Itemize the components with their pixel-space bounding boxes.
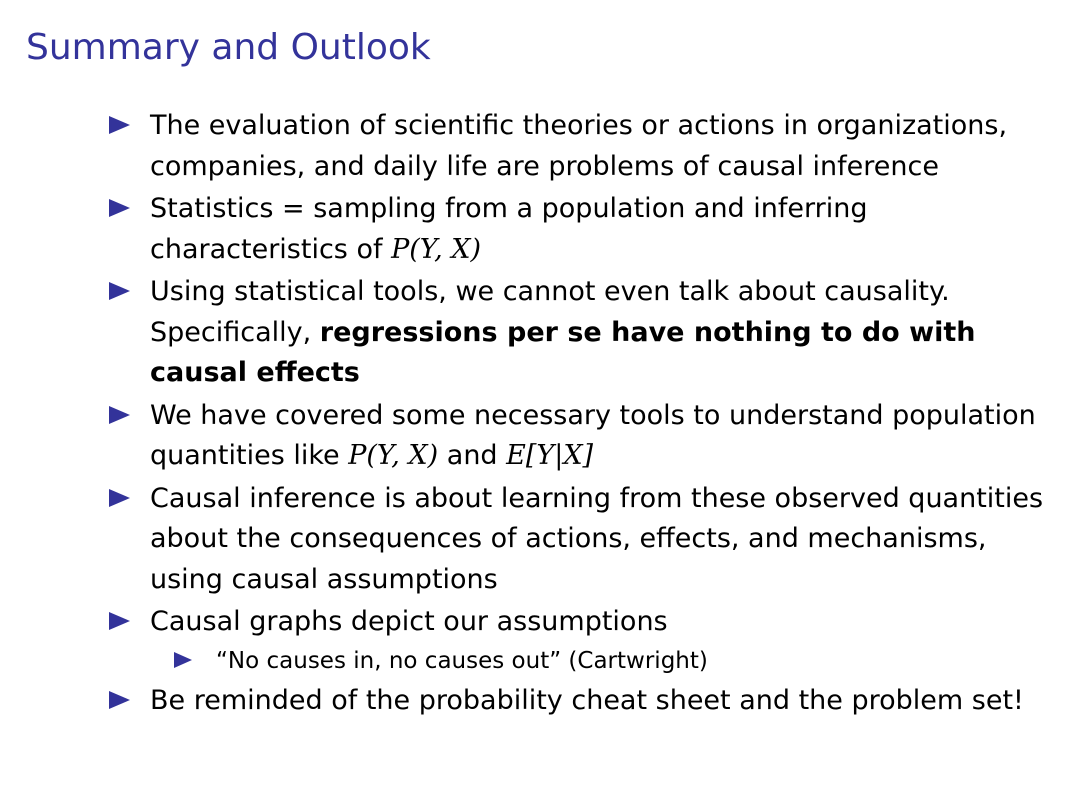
triangle-right-icon bbox=[109, 199, 130, 217]
bullet-text: We have covered some necessary tools to understand population quantities like bbox=[150, 399, 1036, 471]
bullet-item bbox=[108, 106, 1048, 187]
bullet-item bbox=[108, 272, 1048, 394]
bold-emphasis: regressions per se have nothing to do with causal effects bbox=[150, 316, 976, 388]
bullet-text: Using statistical tools, we cannot even talk about causality. Specifically, bbox=[150, 276, 950, 348]
triangle-right-icon bbox=[109, 406, 130, 424]
bullet-list bbox=[108, 106, 1048, 723]
math-expression: P(Y, X) bbox=[391, 233, 482, 265]
triangle-right-icon bbox=[174, 652, 192, 668]
triangle-right-icon bbox=[109, 691, 130, 709]
bullet-text: Statistics = sampling from a population and inferring characteristics of bbox=[150, 193, 868, 265]
bullet-item bbox=[108, 602, 1048, 679]
bullet-item bbox=[108, 396, 1048, 477]
slide-title: Summary and Outlook bbox=[26, 27, 431, 68]
sub-bullet-list bbox=[150, 643, 1048, 679]
triangle-right-icon bbox=[109, 116, 130, 134]
bullet-item bbox=[108, 189, 1048, 270]
bullet-text-connector: and bbox=[438, 440, 507, 471]
triangle-right-icon bbox=[109, 612, 130, 630]
sub-bullet-item bbox=[174, 643, 1048, 679]
bullet-text: Causal graphs depict our assumptions bbox=[150, 606, 668, 637]
bullet-item bbox=[108, 479, 1048, 601]
triangle-right-icon bbox=[109, 489, 130, 507]
triangle-right-icon bbox=[109, 282, 130, 300]
math-expression: P(Y, X) bbox=[348, 440, 439, 471]
bullet-text: The evaluation of scientific theories or actions in organizations, companies, and daily life are problems of causal inference bbox=[150, 110, 1008, 182]
sub-bullet-text: “No causes in, no causes out” (Cartwright) bbox=[216, 647, 708, 674]
bullet-text: Be reminded of the probability cheat sheet and the problem set! bbox=[150, 684, 1024, 716]
math-expression: E[Y|X] bbox=[506, 440, 594, 471]
bullet-text: Causal inference is about learning from these observed quantities about the consequences of actions, effects, and mechanisms, using causal assumptions bbox=[150, 482, 1044, 595]
bullet-item bbox=[108, 681, 1048, 722]
